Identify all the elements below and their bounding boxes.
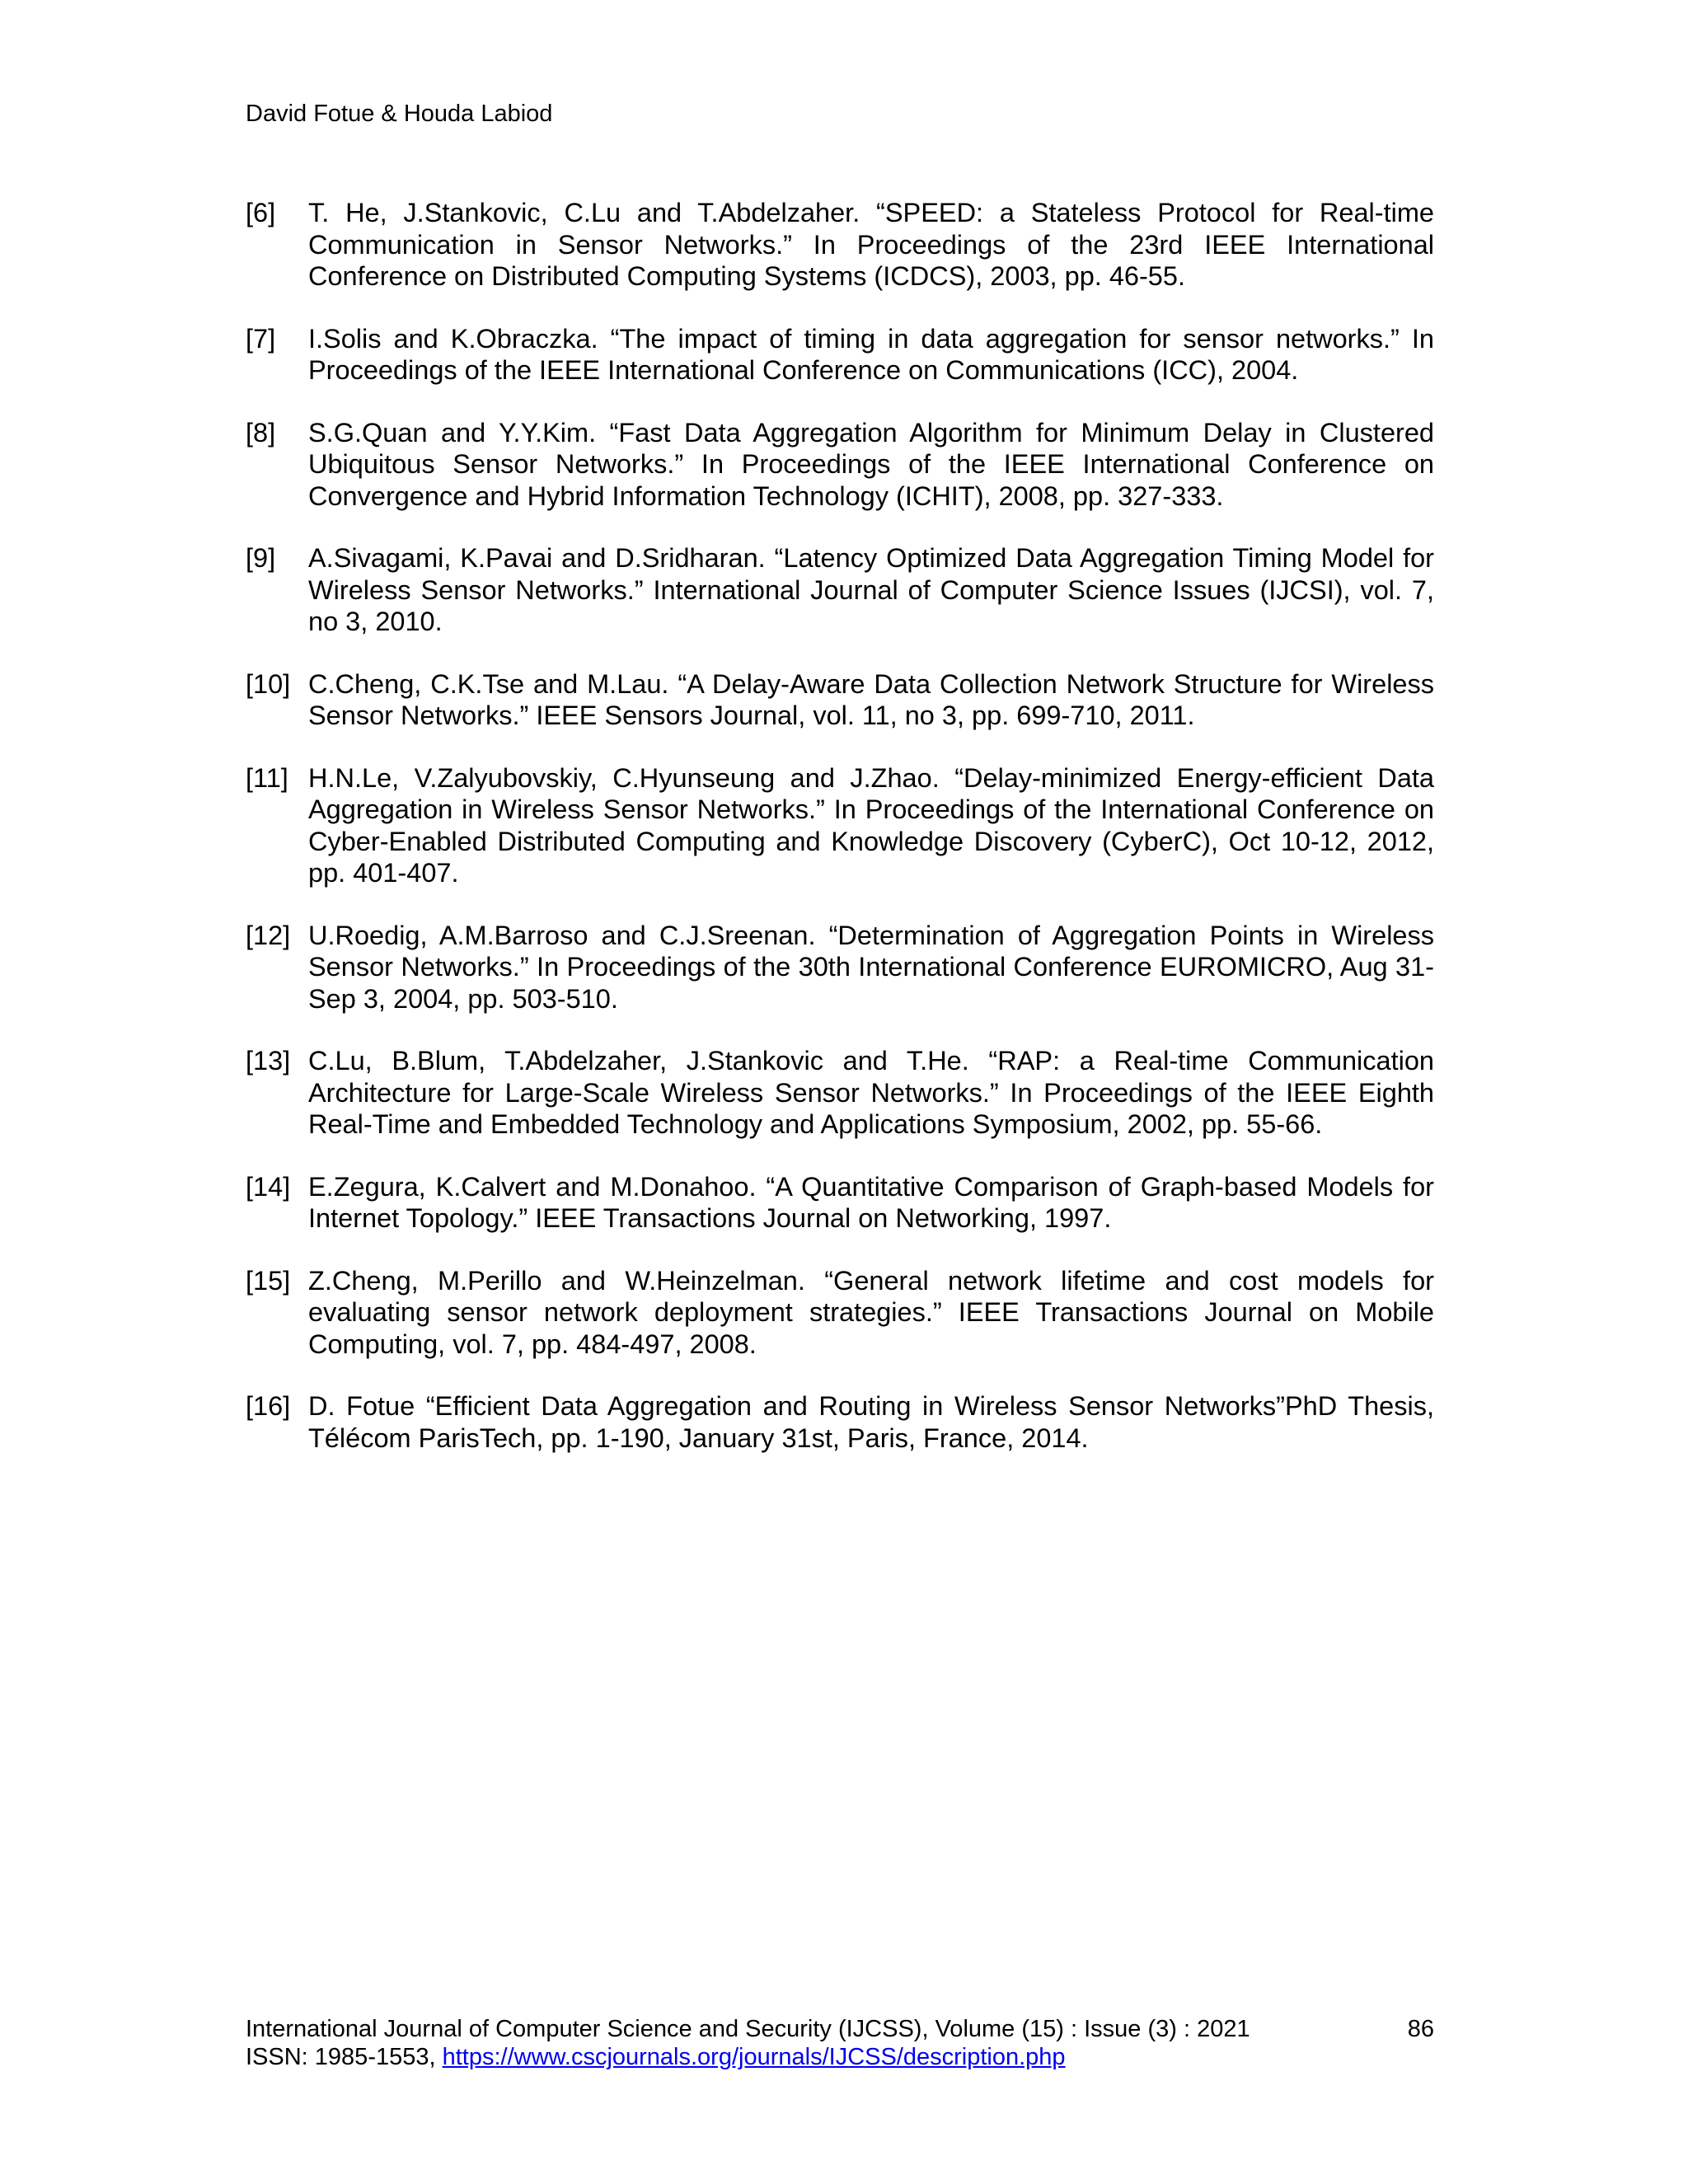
reference-text: C.Cheng, C.K.Tse and M.Lau. “A Delay-Aware Data Collection Network Structure for Wireless Sensor Networks.” IEEE Sensors Journal, vol. 11, no 3, pp. 699-710, 2011. xyxy=(308,668,1434,730)
reference-item xyxy=(246,323,1434,387)
reference-text: A.Sivagami, K.Pavai and D.Sridharan. “Latency Optimized Data Aggregation Timing Model for Wireless Sensor Networks.” International Journal of Computer Science Issues (IJCSI), vol. 7, no 3, 2010. xyxy=(308,543,1434,636)
reference-number: [7] xyxy=(246,323,276,354)
reference-number: [8] xyxy=(246,417,276,448)
page-footer xyxy=(246,2015,1434,2071)
reference-text: D. Fotue “Efficient Data Aggregation and Routing in Wireless Sensor Networks”PhD Thesis, Télécom ParisTech, pp. 1-190, January 31st, Paris, France, 2014. xyxy=(308,1391,1434,1453)
reference-list xyxy=(246,197,1434,1484)
reference-number: [14] xyxy=(246,1171,291,1202)
reference-text: U.Roedig, A.M.Barroso and C.J.Sreenan. “Determination of Aggregation Points in Wireless Sensor Networks.” In Proceedings of the 30th International Conference EUROMICRO, Aug 31- Sep 3, 2004, pp. 503-510. xyxy=(308,920,1434,1014)
reference-item xyxy=(246,1171,1434,1235)
reference-text: S.G.Quan and Y.Y.Kim. “Fast Data Aggregation Algorithm for Minimum Delay in Clustered Ubiquitous Sensor Networks.” In Proceedings of the IEEE International Conference on Convergence and Hybrid Information Technology (ICHIT), 2008, pp. 327-333. xyxy=(308,417,1434,511)
reference-item xyxy=(246,762,1434,889)
reference-number: [13] xyxy=(246,1046,291,1076)
reference-number: [9] xyxy=(246,543,276,573)
reference-item xyxy=(246,417,1434,513)
reference-text: E.Zegura, K.Calvert and M.Donahoo. “A Quantitative Comparison of Graph-based Models for Internet Topology.” IEEE Transactions Journal on Networking, 1997. xyxy=(308,1171,1434,1233)
reference-text: I.Solis and K.Obraczka. “The impact of timing in data aggregation for sensor networks.” In Proceedings of the IEEE International Conference on Communications (ICC), 2004. xyxy=(308,323,1434,385)
reference-number: [10] xyxy=(246,668,291,699)
reference-number: [16] xyxy=(246,1391,291,1421)
reference-item xyxy=(246,668,1434,732)
reference-item xyxy=(246,1265,1434,1361)
footer-issn-line xyxy=(246,2043,1434,2071)
reference-text: T. He, J.Stankovic, C.Lu and T.Abdelzaher. “SPEED: a Stateless Protocol for Real-time Communication in Sensor Networks.” In Proceedings of the 23rd IEEE International Conference on Distributed Computing Systems (ICDCS), 2003, pp. 46-55. xyxy=(308,198,1434,291)
reference-item xyxy=(246,542,1434,638)
reference-item xyxy=(246,197,1434,293)
footer-journal-line xyxy=(246,2015,1434,2043)
reference-number: [6] xyxy=(246,198,276,227)
reference-number: [11] xyxy=(246,762,288,793)
reference-number: [12] xyxy=(246,920,291,950)
page-number: 86 xyxy=(1407,2016,1434,2042)
issn-text: ISSN: 1985-1553, xyxy=(246,2044,443,2070)
reference-item xyxy=(246,1390,1434,1454)
journal-citation: International Journal of Computer Science and Security (IJCSS), Volume (15) : Issue (3) : 2021 xyxy=(246,2016,1250,2042)
journal-link[interactable]: https://www.cscjournals.org/journals/IJCSS/description.php xyxy=(442,2044,1066,2070)
reference-item xyxy=(246,1045,1434,1141)
reference-number: [15] xyxy=(246,1265,291,1296)
running-header: David Fotue & Houda Labiod xyxy=(246,101,553,127)
reference-text: H.N.Le, V.Zalyubovskiy, C.Hyunseung and J.Zhao. “Delay-minimized Energy-efficient Data Aggregation in Wireless Sensor Networks.” In Proceedings of the International Conference on Cyber-Enabled Distributed Computing and Knowledge Discovery (CyberC), Oct 10-12, 2012, pp. 401-407. xyxy=(308,762,1434,888)
reference-item xyxy=(246,920,1434,1015)
reference-text: C.Lu, B.Blum, T.Abdelzaher, J.Stankovic and T.He. “RAP: a Real-time Communication Architecture for Large-Scale Wireless Sensor Networks.” In Proceedings of the IEEE Eighth Real-Time and Embedded Technology and Applications Symposium, 2002, pp. 55-66. xyxy=(308,1046,1434,1139)
reference-text: Z.Cheng, M.Perillo and W.Heinzelman. “General network lifetime and cost models for evaluating sensor network deployment strategies.” IEEE Transactions Journal on Mobile Computing, vol. 7, pp. 484-497, 2008. xyxy=(308,1265,1434,1359)
